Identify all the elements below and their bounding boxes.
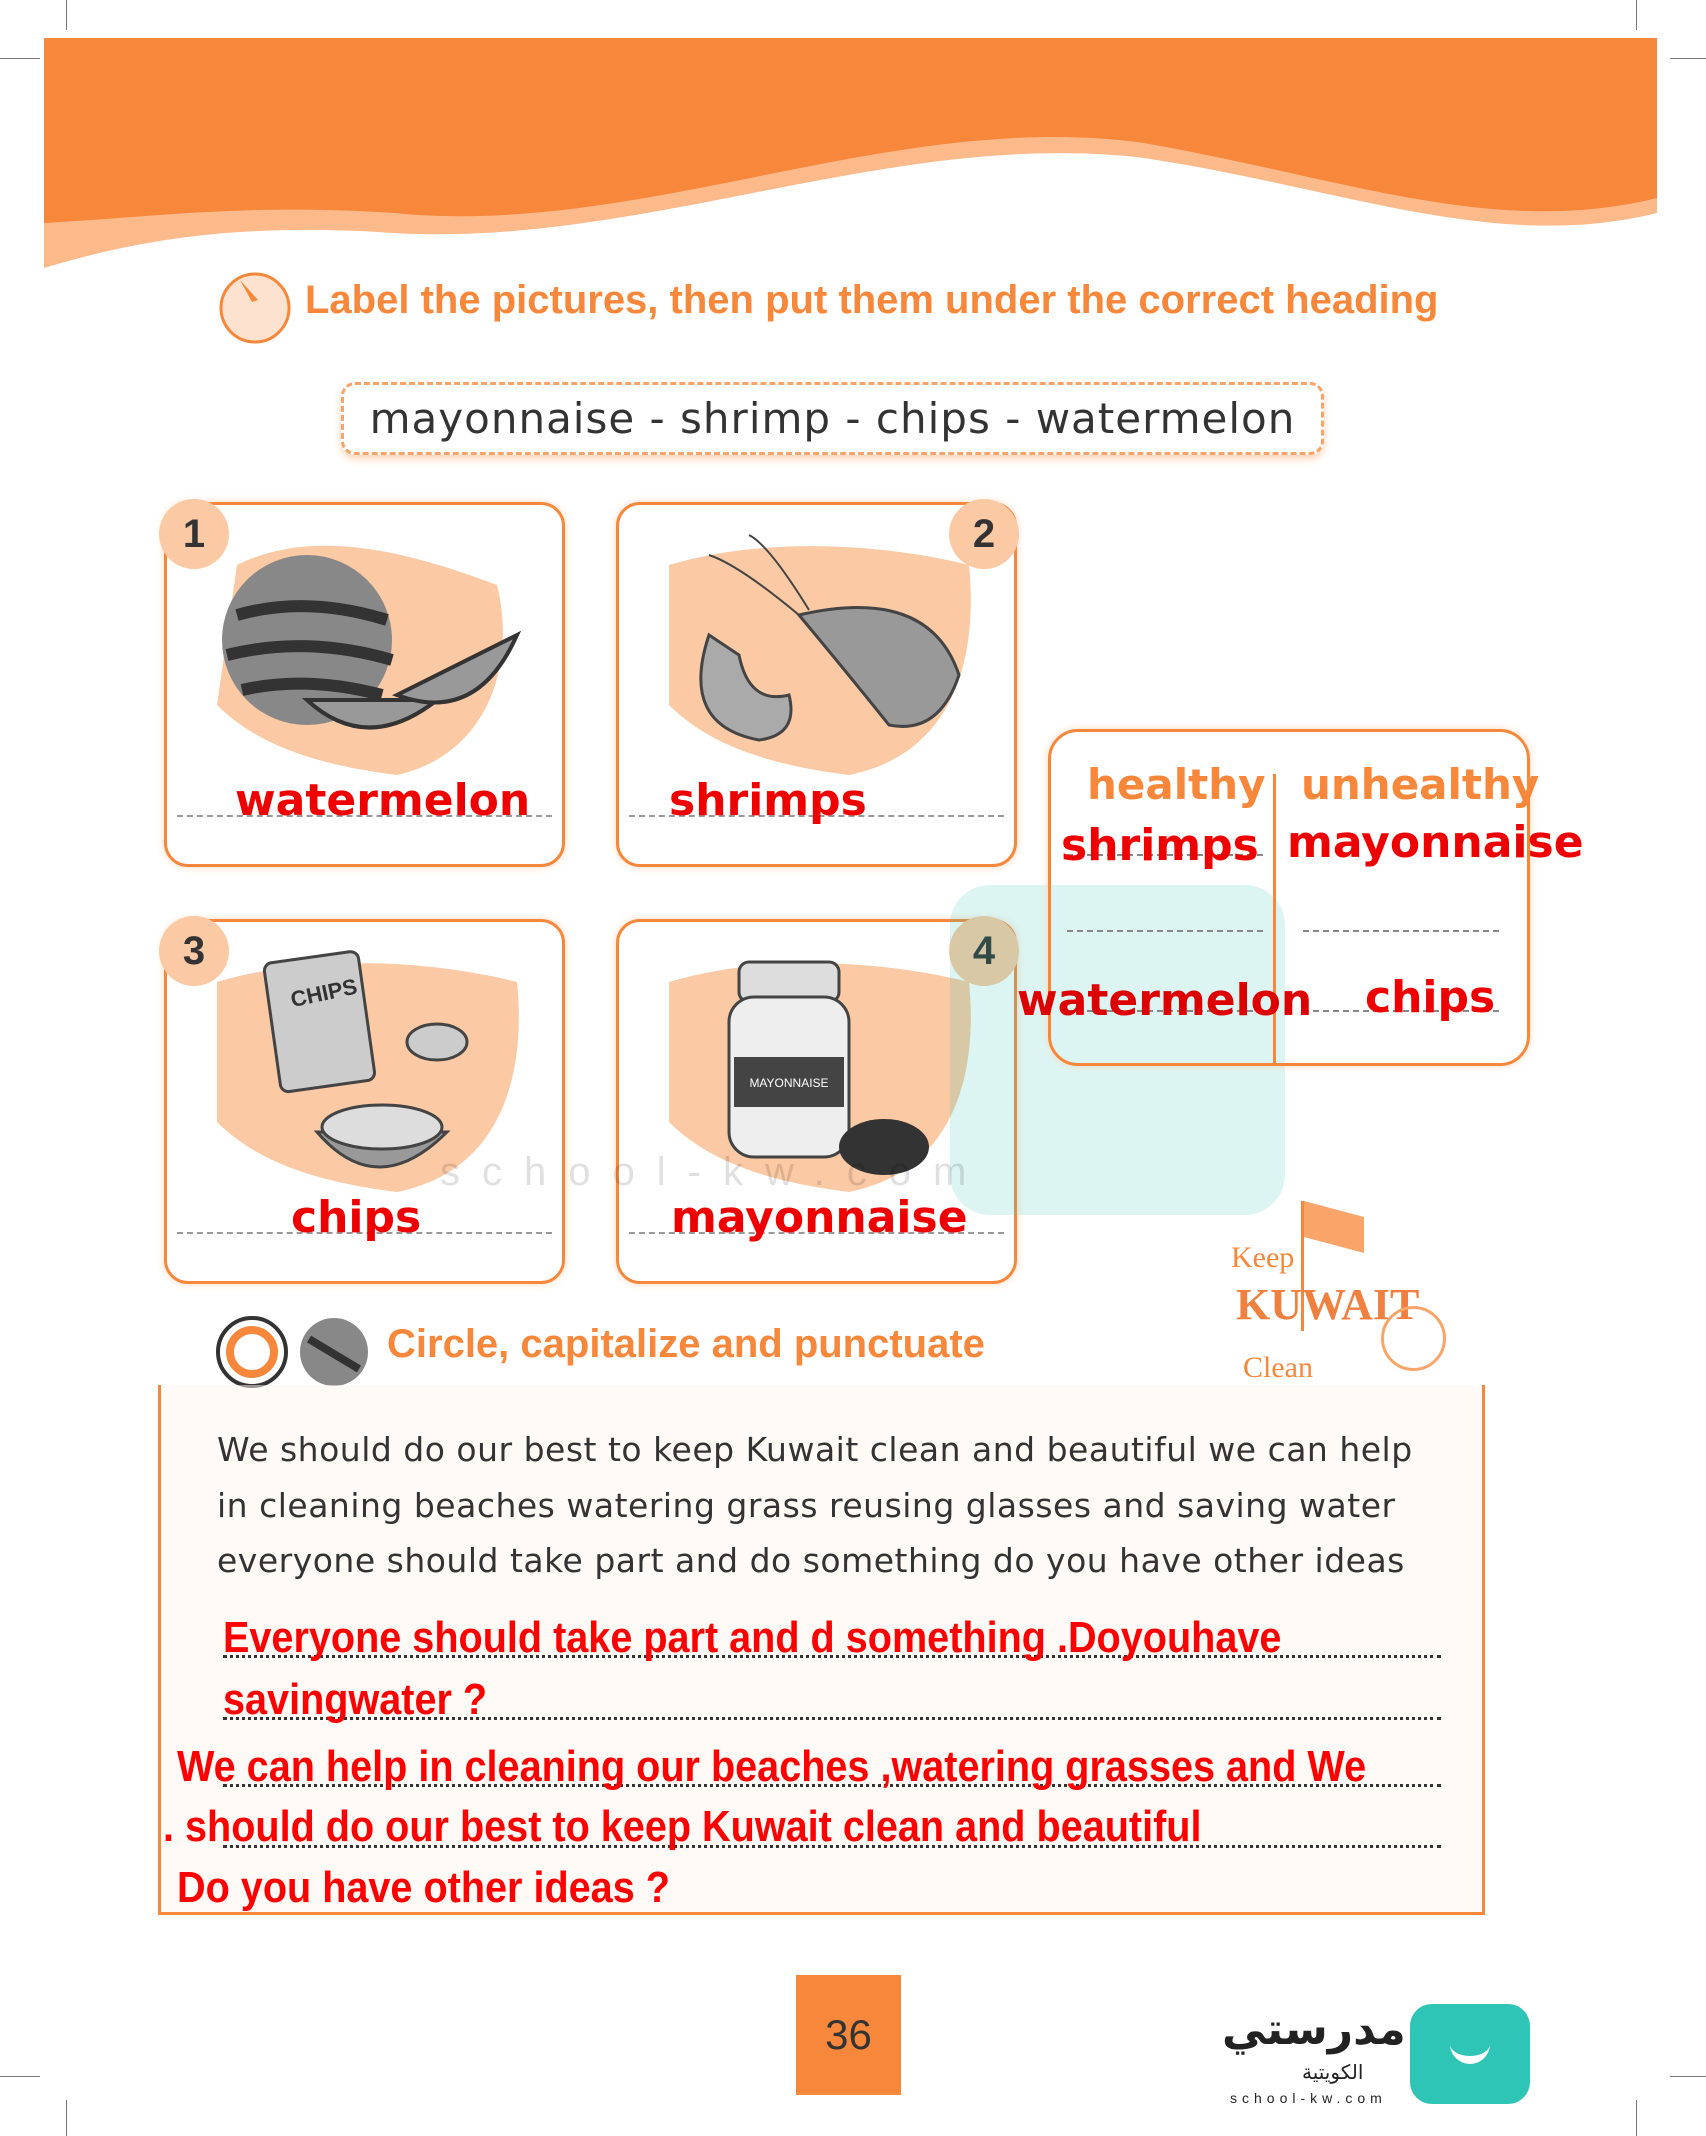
header-wave-banner <box>44 38 1657 268</box>
logo-arabic-sub: الكويتية <box>1302 2060 1364 2084</box>
word-bank: mayonnaise - shrimp - chips - watermelon <box>341 382 1324 455</box>
card-answer: mayonnaise <box>671 1192 968 1243</box>
chips-bag-label: CHIPS <box>288 973 360 1013</box>
card-number: 2 <box>949 499 1019 569</box>
card-answer: watermelon <box>235 775 531 826</box>
keep-kuwait-clean-badge <box>1181 1201 1471 1406</box>
answer-line <box>1303 930 1499 932</box>
crop-mark <box>0 58 40 59</box>
picture-card-1 <box>164 502 565 867</box>
card-answer: chips <box>291 1192 422 1243</box>
crop-mark <box>1636 0 1637 30</box>
handwritten-answer: We can help in cleaning our beaches ,watering grasses and We <box>177 1742 1367 1791</box>
logo-url: school-kw.com <box>1230 2090 1387 2106</box>
healthy-answer: shrimps <box>1061 820 1259 871</box>
paragraph-line: everyone should take part and do something do you have other ideas <box>217 1541 1405 1580</box>
paragraph-line: We should do our best to keep Kuwait clean and beautiful we can help <box>217 1430 1413 1469</box>
crop-mark <box>66 2100 67 2136</box>
handwritten-answer: Do you have other ideas ? <box>177 1863 670 1912</box>
answer-line <box>1067 930 1263 932</box>
unhealthy-answer: chips <box>1365 972 1496 1023</box>
shrimp-picture <box>649 525 989 780</box>
circle-capitalize-icon <box>214 1314 379 1390</box>
paragraph-line: in cleaning beaches watering grass reusing glasses and saving water <box>217 1486 1396 1525</box>
logo-arabic-name: مدرستي <box>1222 2004 1406 2055</box>
picture-card-2 <box>616 502 1017 867</box>
badge-keep: Keep <box>1231 1241 1295 1274</box>
exercise1-title: Label the pictures, then put them under the correct heading <box>305 278 1439 322</box>
card-number: 4 <box>949 916 1019 986</box>
healthy-answer: watermelon <box>1017 975 1313 1026</box>
madrasati-logo <box>1222 2004 1532 2119</box>
crop-mark <box>1670 2076 1706 2077</box>
healthy-unhealthy-table <box>1017 729 1584 1066</box>
badge-clean: Clean <box>1243 1351 1313 1384</box>
crop-mark <box>1670 58 1706 59</box>
badge-kuwait: KUWAIT <box>1236 1280 1420 1329</box>
crop-mark <box>66 0 67 30</box>
card-answer: shrimps <box>669 775 867 826</box>
picture-card-3 <box>164 919 565 1284</box>
card-number: 1 <box>159 499 229 569</box>
watermelon-picture <box>197 525 537 780</box>
heading-unhealthy: unhealthy <box>1301 760 1540 809</box>
jar-label: MAYONNAISE <box>749 1076 829 1090</box>
paragraph-box <box>158 1385 1485 1915</box>
crop-mark <box>1636 2100 1637 2136</box>
watermark-url: school-kw.com <box>440 1150 989 1194</box>
handwritten-answer: savingwater ? <box>223 1675 488 1724</box>
crop-mark <box>0 2076 40 2077</box>
unhealthy-answer: mayonnaise <box>1287 817 1584 868</box>
card-number: 3 <box>159 916 229 986</box>
pencil-instruction-icon <box>218 270 292 344</box>
page-number: 36 <box>796 1975 901 2095</box>
handwritten-answer: . should do our best to keep Kuwait clean and beautiful <box>163 1802 1202 1851</box>
heading-healthy: healthy <box>1087 760 1266 809</box>
exercise2-title: Circle, capitalize and punctuate <box>387 1322 985 1366</box>
handwritten-answer: Everyone should take part and d something .Doyouhave <box>223 1613 1282 1662</box>
